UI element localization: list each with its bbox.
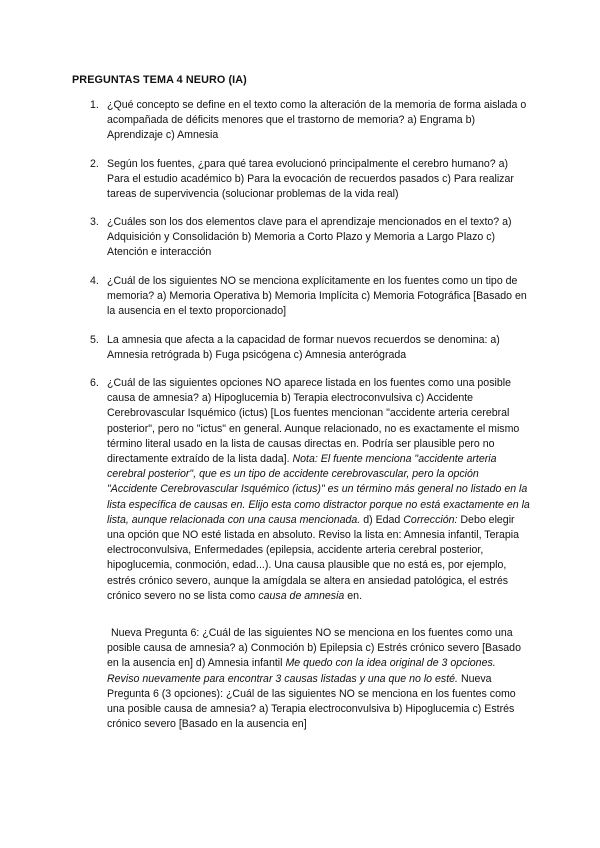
question-6 <box>90 376 530 604</box>
question-5 <box>90 333 530 363</box>
new-question-6-3-options: Nueva Pregunta 6 (3 opciones): ¿Cuál de las siguientes NO se menciona en los fuentes como una posible causa de amnesia? a) Terapia electroconvulsiva b) Hipoglucemia c) Estrés crónico severo [Basado en la ausencia en] <box>107 672 516 731</box>
new-question-6-note: Me quedo con la idea original de 3 opciones. Reviso nuevamente para encontrar 3 causas listadas y una que no lo esté. <box>107 657 496 685</box>
question-number: 3. <box>90 216 99 228</box>
q6-part2: d) Edad <box>363 513 401 526</box>
q6-correction-label: Corrección: <box>403 513 458 526</box>
new-question-6-block <box>107 626 531 732</box>
question-text: Según los fuentes, ¿para qué tarea evolucionó principalmente el cerebro humano? a) Para el estudio académico b) Para la evocación de recuerdos pasados c) Para realizar tareas de supervivencia (solucionar problemas de la vida real) <box>107 158 514 201</box>
question-number: 4. <box>90 275 99 287</box>
new-question-6-text: Nueva Pregunta 6: ¿Cuál de las siguientes NO se menciona en los fuentes como una posible causa de amnesia? a) Conmoción b) Epilepsia c) Estrés crónico severo [Basado en la ausencia en] d) Amnesia infantil <box>107 627 521 670</box>
question-4 <box>90 274 530 320</box>
question-text: ¿Qué concepto se define en el texto como la alteración de la memoria de forma aislada o acompañada de déficits menores que el trastorno de memoria? a) Engrama b) Aprendizaje c) Amnesia <box>107 99 527 142</box>
question-2 <box>90 157 530 203</box>
q6-part1: ¿Cuál de las siguientes opciones NO aparece listada en los fuentes como una posible causa de amnesia? a) Hipoglucemia b) Terapia electroconvulsiva c) Accidente Cerebrovascular Isquémico (ictus) [Los fuentes mencionan "accidente arteria cerebral posterior", pero no "ictus" en general. Aunque relacionado, no es exactamente el mismo término literal usado en la lista de causas directas en. Podría ser plausible pero no directamente extraído de la lista dada]. <box>107 377 520 466</box>
q6-italic-end: causa de amnesia <box>258 589 345 602</box>
question-text <box>107 376 530 604</box>
q6-part4: en. <box>347 589 363 602</box>
question-number: 1. <box>90 99 99 111</box>
q6-part3: Debo elegir una opción que NO esté listada en absoluto. Reviso la lista en: Amnesia infantil, Terapia electroconvulsiva, Enfermedades (epilepsia, accidente arteria cerebral posterior, hipoglucemia, conmoción, edad...). Una causa plausible que no está es, por ejemplo, estrés crónico severo, aunque la amígdala se altera en ansiedad patológica, el estrés crónico severo no se lista como <box>107 513 520 602</box>
q6-note-text: El fuente menciona "accidente arteria cerebral posterior", que es un tipo de accidente cerebrovascular, pero la opción "Accidente Cerebrovascular Isquémico (ictus)" es un término más general no listado en la lista específica de causas en. Elijo esta como distractor porque no está exactamente en la lista, aunque relacionada con una causa mencionada. <box>107 453 530 526</box>
question-3 <box>90 215 530 261</box>
question-text: La amnesia que afecta a la capacidad de formar nuevos recuerdos se denomina: a) Amnesia retrógrada b) Fuga psicógena c) Amnesia anterógrada <box>107 334 500 362</box>
question-number: 2. <box>90 158 99 170</box>
question-number: 6. <box>90 377 99 389</box>
question-number: 5. <box>90 334 99 346</box>
q6-note-label: Nota: <box>292 453 318 466</box>
question-text: ¿Cuáles son los dos elementos clave para el aprendizaje mencionados en el texto? a) Adquisición y Consolidación b) Memoria a Corto Plazo y Memoria a Largo Plazo c) Atención e interacción <box>107 216 512 259</box>
page-title: PREGUNTAS TEMA 4 NEURO (IA) <box>72 74 247 86</box>
question-1 <box>90 98 530 144</box>
question-text: ¿Cuál de los siguientes NO se menciona explícitamente en los fuentes como un tipo de memoria? a) Memoria Operativa b) Memoria Implícita c) Memoria Fotográfica [Basado en la ausencia en el texto proporcionado] <box>107 275 527 318</box>
